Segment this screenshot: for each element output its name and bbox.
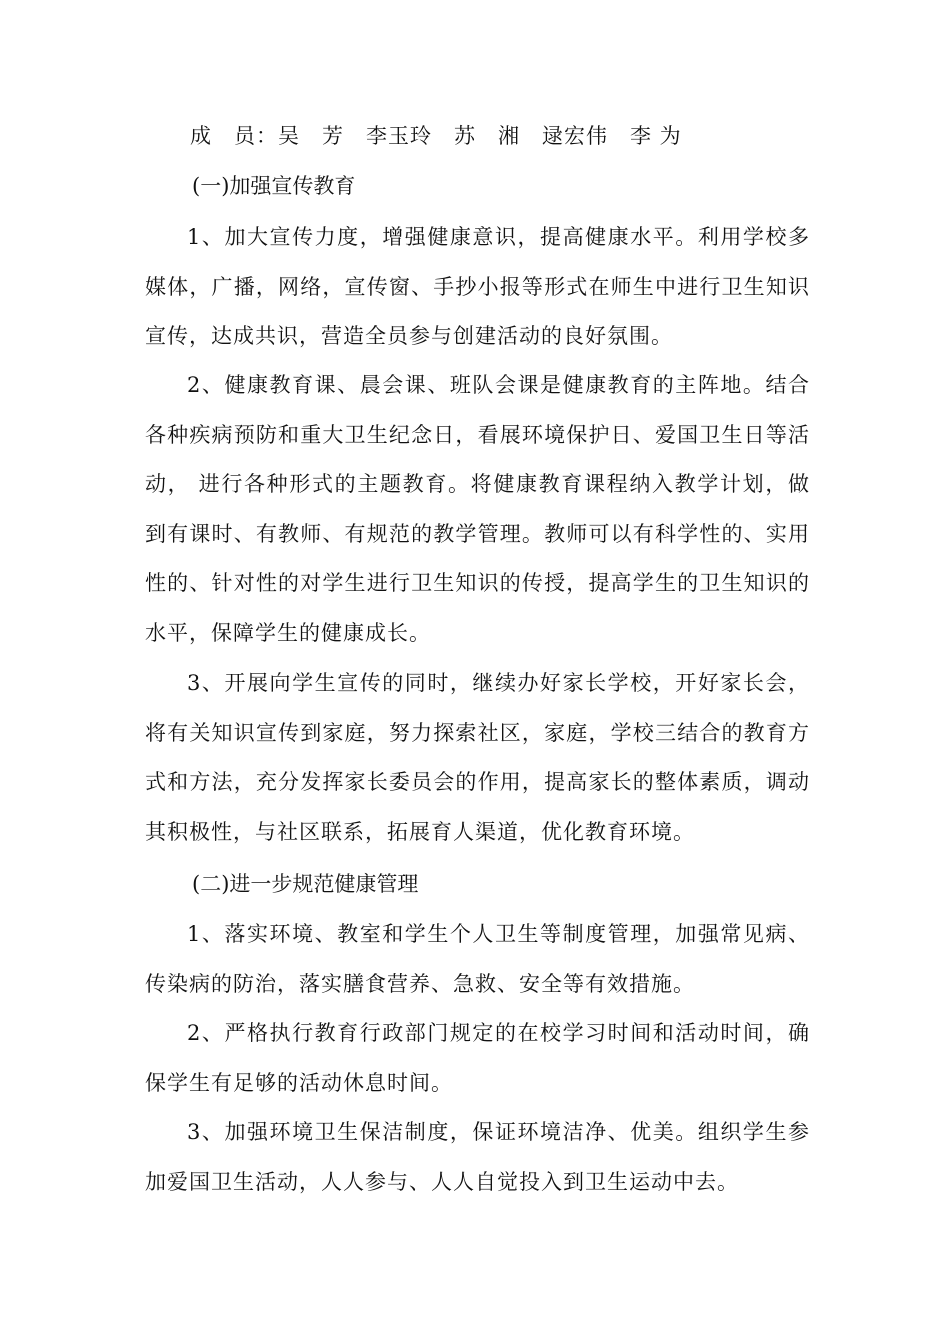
section-heading-2: (二)进一步规范健康管理	[192, 872, 419, 896]
section-heading-1: (一)加强宣传教育	[192, 174, 356, 198]
paragraph-1-3: 3、开展向学生宣传的同时，继续办好家长学校，开好家长会，将有关知识宣传到家庭，努力探索社区，家庭，学校三结合的教育方式和方法，充分发挥家长委员会的作用，提高家长的整体素质，调动其积极性，与社区联系，拓展育人渠道，优化教育环境。	[145, 671, 810, 844]
paragraph-2-2: 2、严格执行教育行政部门规定的在校学习时间和活动时间，确保学生有足够的活动休息时间。	[145, 1021, 810, 1095]
paragraph-2-1: 1、落实环境、教室和学生个人卫生等制度管理，加强常见病、传染病的防治，落实膳食营养、急救、安全等有效措施。	[145, 922, 810, 996]
paragraph-2-3: 3、加强环境卫生保洁制度，保证环境洁净、优美。组织学生参加爱国卫生活动，人人参与、人人自觉投入到卫生运动中去。	[145, 1120, 810, 1194]
paragraph-1-2: 2、健康教育课、晨会课、班队会课是健康教育的主阵地。结合各种疾病预防和重大卫生纪念日，看展环境保护日、爱国卫生日等活动， 进行各种形式的主题教育。将健康教育课程纳入教学计划，做到有课时、有教师、有规范的教学管理。教师可以有科学性的、实用性的、针对性的对学生进行卫生知识的传授，提高学生的卫生知识的水平，保障学生的健康成长。	[145, 373, 810, 645]
paragraph-1-1: 1、加大宣传力度，增强健康意识，提高健康水平。利用学校多媒体，广播，网络，宣传窗、手抄小报等形式在师生中进行卫生知识宣传，达成共识，营造全员参与创建活动的良好氛围。	[145, 225, 810, 348]
members-line: 成 员：吴 芳 李玉玲 苏 湘 逯宏伟 李 为	[190, 124, 682, 148]
